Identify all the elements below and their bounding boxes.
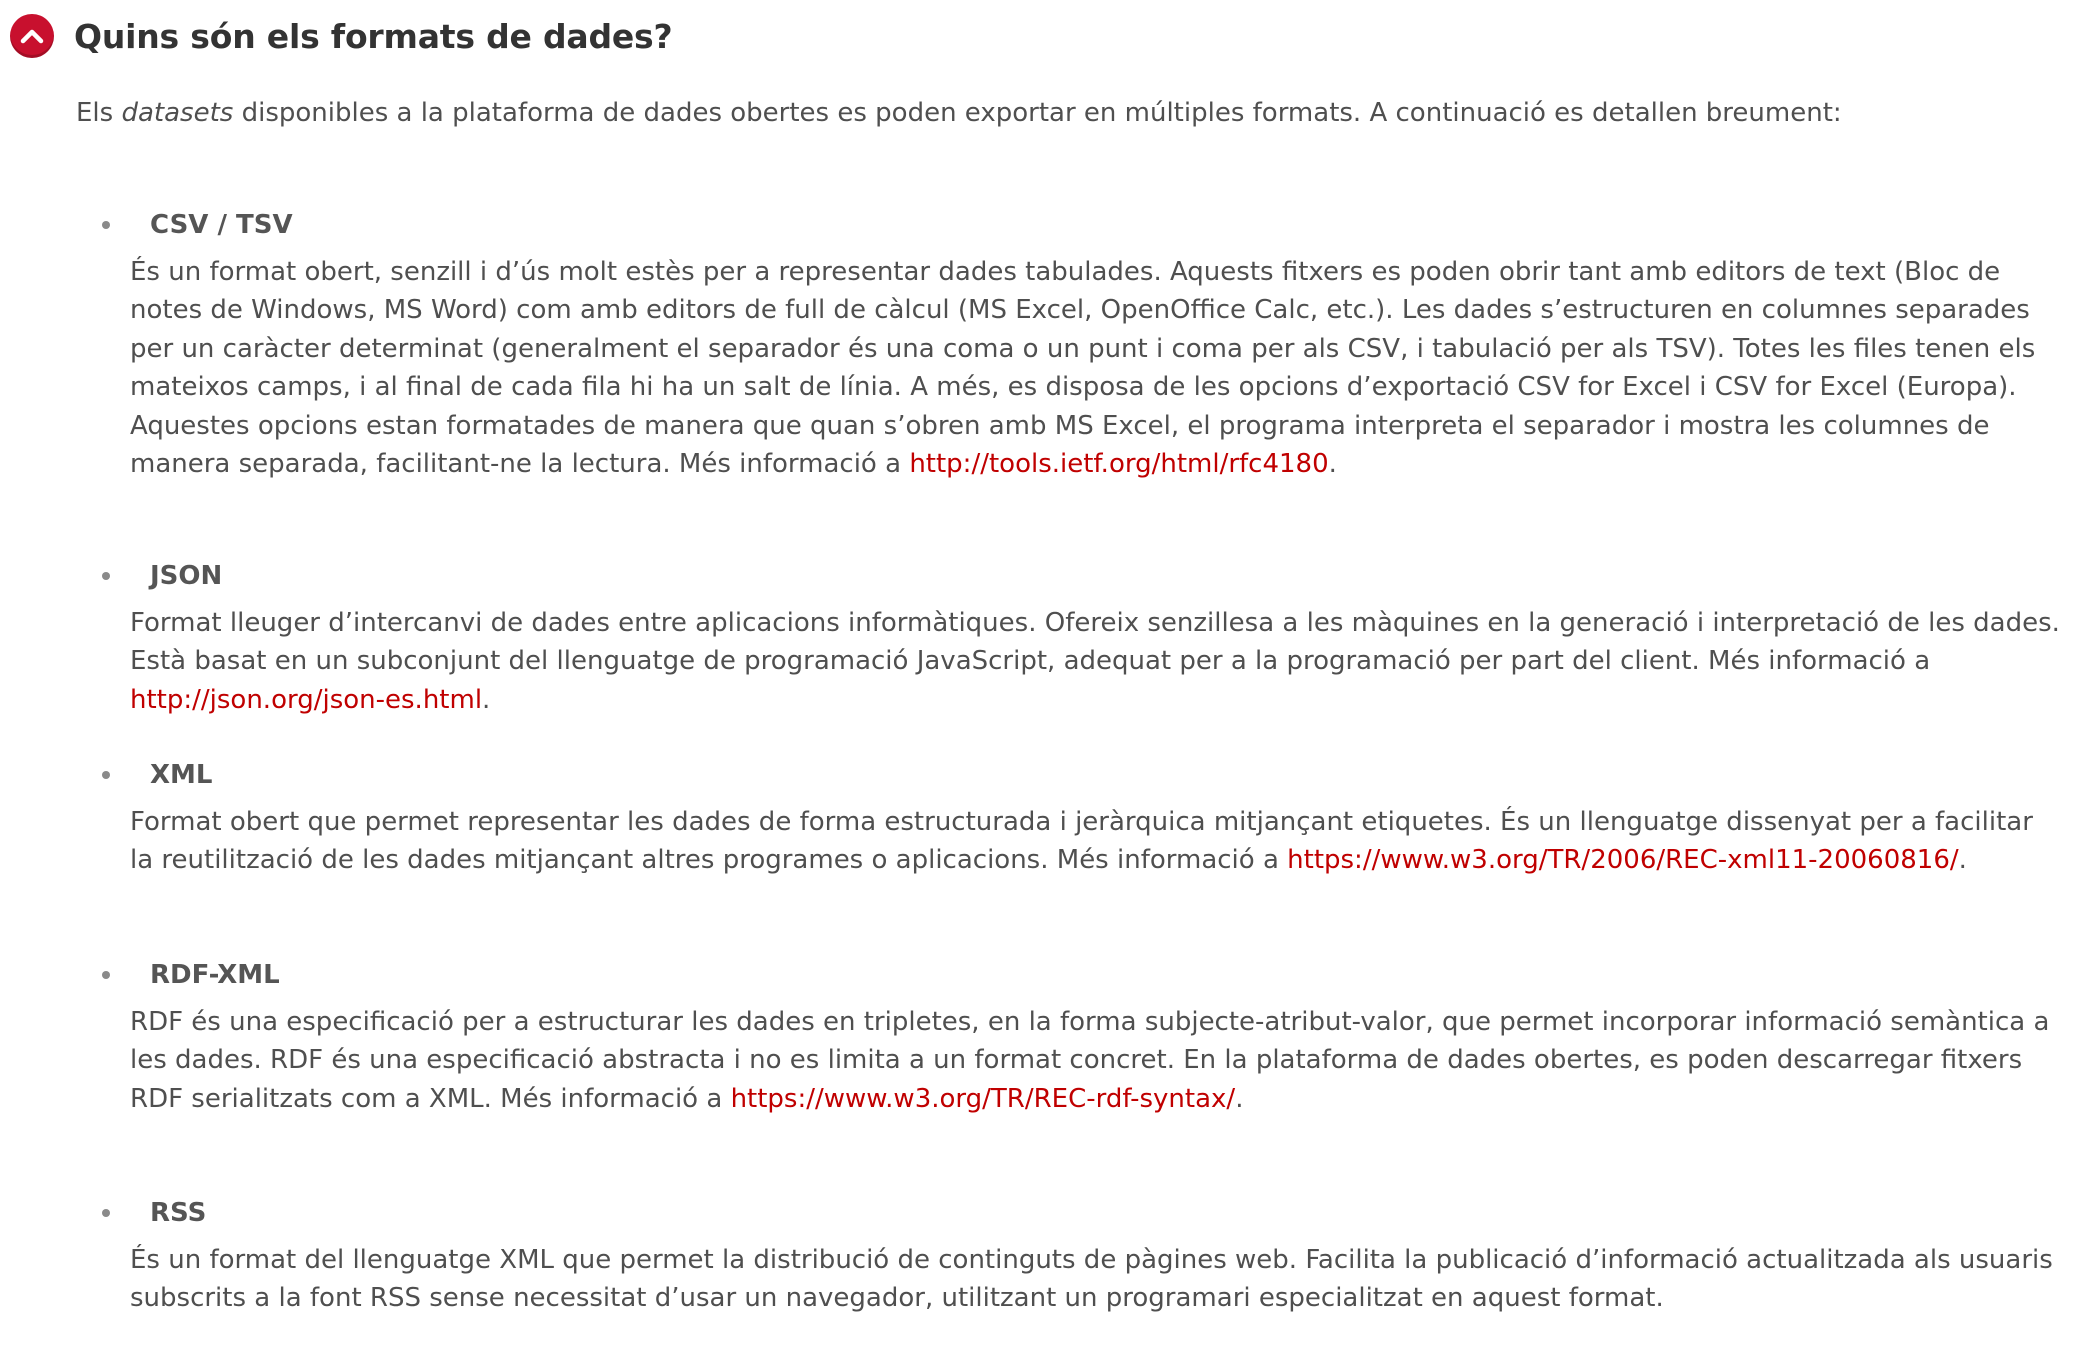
intro-paragraph	[76, 95, 2056, 131]
format-text: És un format obert, senzill i d’ús molt estès per a representar dades tabulades. Aquests fitxers es poden obrir tant amb editors de text (Bloc de notes de Windows, MS Word) com amb editors de full de càlcul (MS Excel, OpenOffice Calc, etc.). Les dades s’estructuren en columnes separades per un caràcter determinat (generalment el separador és una coma o un punt i coma per als CSV, i tabulació per als TSV). Totes les files tenen els mateixos camps, i al final de cada fila hi ha un salt de línia. A més, es disposa de les opcions d’exportació CSV for Excel i CSV for Excel (Europa). Aquestes opcions estan formatades de manera que quan s’obren amb MS Excel, el programa interpreta el separador i mostra les columnes de manera separada, facilitant-ne la lectura. Més informació a	[130, 257, 2036, 480]
bullet-icon	[102, 771, 110, 779]
format-text: Format obert que permet representar les dades de forma estructurada i jeràrquica mitjançant etiquetes. És un llenguatge dissenyat per a facilitar la reutilització de les dades mitjançant altres programes o aplicacions. Més informació a	[130, 807, 2033, 876]
more-info-link[interactable]: https://www.w3.org/TR/2006/REC-xml11-20060816/	[1287, 845, 1959, 876]
format-text-end: .	[1328, 449, 1337, 480]
format-text: Format lleuger d’intercanvi de dades entre aplicacions informàtiques. Ofereix senzillesa a les màquines en la generació i interpretació de les dades. Està basat en un subconjunt del llenguatge de programació JavaScript, adequat per a la programació per part del client. Més informació a	[130, 608, 2060, 677]
chevron-up-icon-glyph	[20, 28, 44, 44]
bullet-icon	[102, 971, 110, 979]
bullet-icon	[102, 221, 110, 229]
intro-emphasis: datasets	[121, 98, 234, 128]
format-text: RDF és una especificació per a estructurar les dades en tripletes, en la forma subjecte-atribut-valor, que permet incorporar informació semàntica a les dades. RDF és una especificació abstracta i no es limita a un format concret. En la plataforma de dades obertes, es poden descarregar fitxers RDF serialitzats com a XML. Més informació a	[130, 1007, 2050, 1114]
format-name: CSV / TSV	[150, 210, 293, 240]
format-name: RDF-XML	[150, 960, 280, 990]
format-description	[130, 1241, 2060, 1318]
more-info-link[interactable]: http://json.org/json-es.html	[130, 684, 483, 715]
faq-header[interactable]	[10, 14, 672, 58]
format-heading	[108, 957, 280, 993]
bullet-icon	[102, 572, 110, 580]
format-text-end: .	[1958, 845, 1967, 876]
format-text-end: .	[482, 684, 491, 715]
format-description	[130, 1003, 2060, 1118]
faq-question-title[interactable]: Quins són els formats de dades?	[74, 16, 673, 56]
chevron-up-icon[interactable]	[10, 14, 54, 58]
format-heading	[108, 1195, 206, 1231]
format-heading	[108, 558, 222, 594]
intro-text-start: Els	[76, 98, 122, 128]
more-info-link[interactable]: http://tools.ietf.org/html/rfc4180	[909, 449, 1329, 480]
format-name: XML	[150, 760, 213, 790]
format-heading	[108, 207, 293, 243]
format-description	[130, 253, 2060, 483]
more-info-link[interactable]: https://www.w3.org/TR/REC-rdf-syntax/	[730, 1083, 1236, 1114]
intro-text-end: disponibles a la plataforma de dades obertes es poden exportar en múltiples formats. A continuació es detallen breument:	[233, 98, 1842, 128]
bullet-icon	[102, 1209, 110, 1217]
format-text: És un format del llenguatge XML que permet la distribució de continguts de pàgines web. Facilita la publicació d’informació actualitzada als usuaris subscrits a la font RSS sense necessitat d’usar un navegador, utilitzant un programari especialitzat en aquest format.	[130, 1245, 2053, 1314]
format-name: JSON	[150, 561, 223, 591]
format-description	[130, 803, 2060, 880]
format-text-end: .	[1235, 1083, 1244, 1114]
format-name: RSS	[150, 1198, 207, 1228]
format-description	[130, 604, 2060, 719]
format-heading	[108, 757, 213, 793]
